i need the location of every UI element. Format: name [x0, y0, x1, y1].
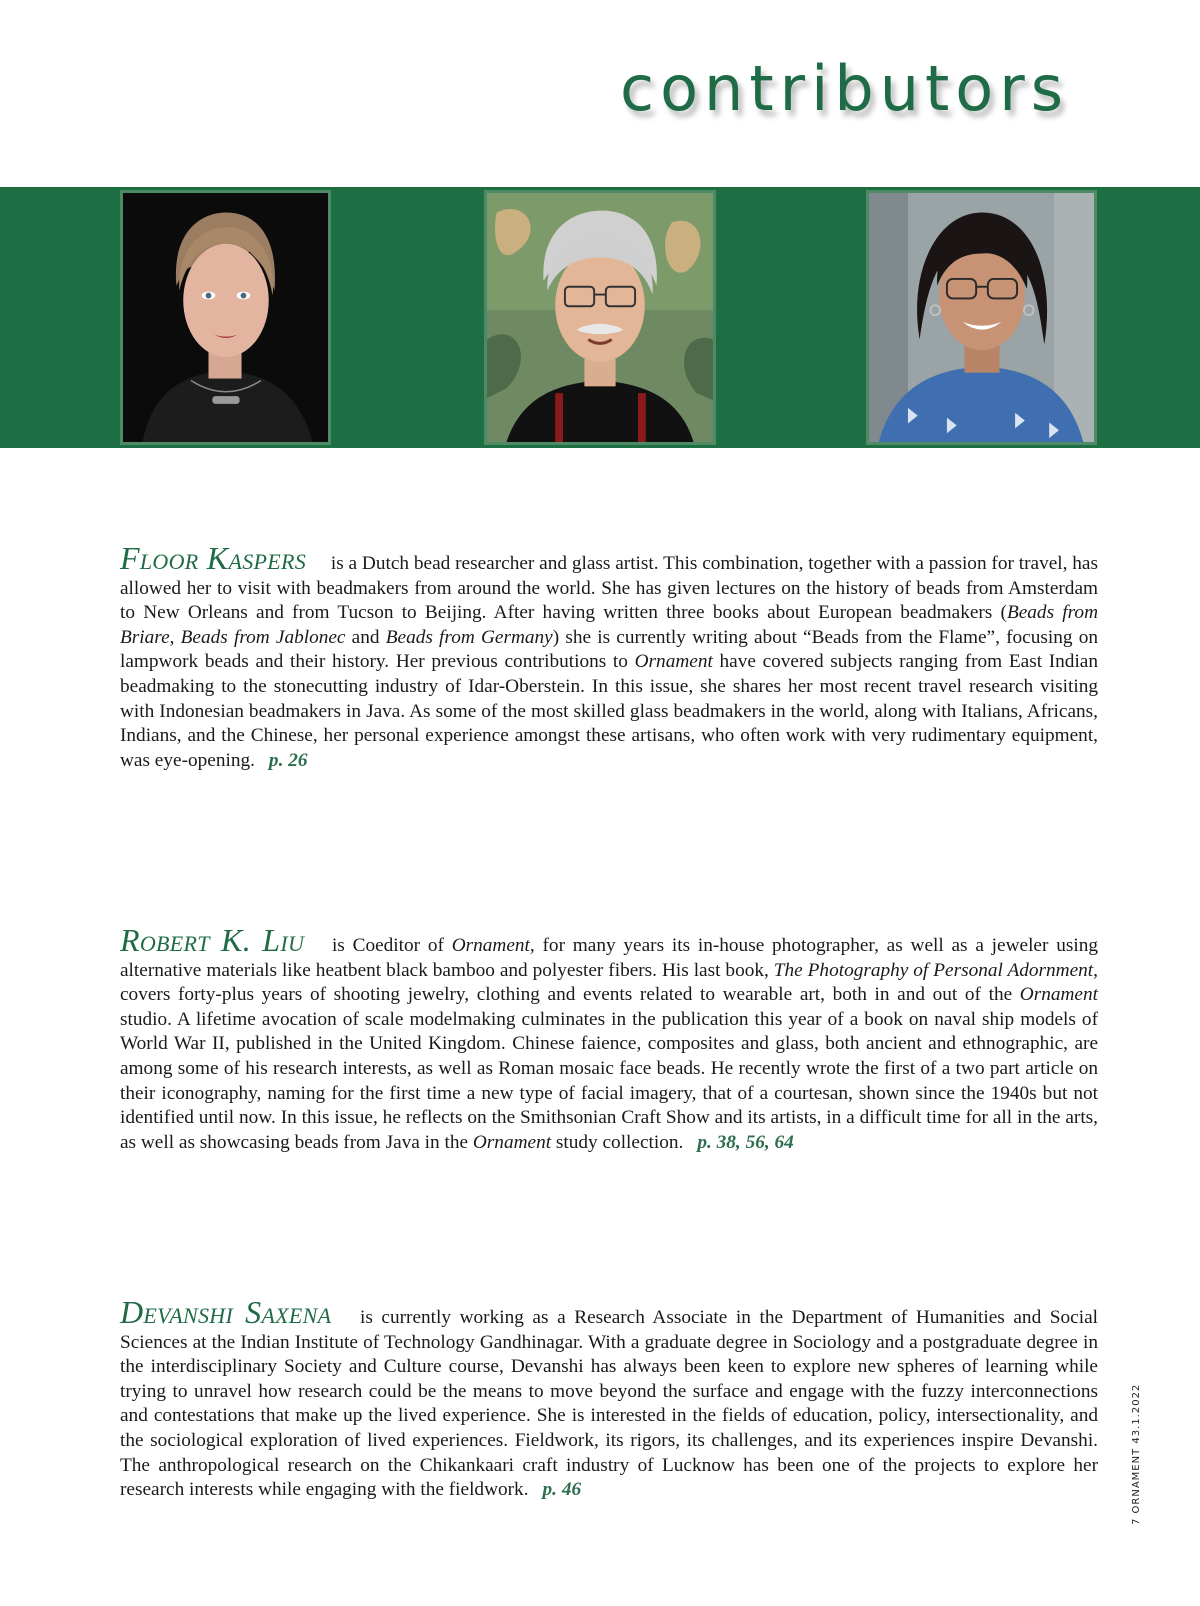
portrait-devanshi-saxena-image: [869, 193, 1094, 442]
contributor-name: Floor Kaspers: [120, 540, 307, 576]
contributor-name: Robert K. Liu: [120, 922, 305, 958]
bio-floor-kaspers: [120, 540, 1098, 773]
portrait-photo: [484, 190, 716, 445]
portrait-robert-k-liu-image: [487, 193, 713, 442]
portrait-photo: [120, 190, 331, 445]
bio-devanshi-saxena: [120, 1294, 1098, 1503]
bio-text: is Coeditor of: [324, 935, 452, 956]
book-title: The Photography of Personal Adornment: [773, 959, 1094, 981]
bio-text: studio. A lifetime avocation of scale modelmaking culminates in the publication this year of a book on naval ship models of World War II, published in the United Kingdom. Chinese faience, composites and glass, both ancient and ethnographic, are among some of his research interests, as well as Roman mosaic face beads. He recently wrote the first of a two part article on their iconography, naming for the first time a new type of facial imagery, that of a courtesan, shown since the 1940s but not identified until now. In this issue, he reflects on the Smithsonian Craft Show and its artists, in a difficult time for all in the arts, as well as showcasing beads from Java in the: [120, 1008, 1098, 1153]
book-title: Beads from Germany: [385, 626, 553, 648]
magazine-title: Ornament: [451, 935, 530, 956]
bio-robert-k-liu: [120, 922, 1098, 1155]
book-title: Beads from Jablonec: [180, 626, 346, 648]
bio-text: is currently working as a Research Associate in the Department of Humanities and Social Sciences at the Indian Institute of Technology Gandhinagar. With a graduate degree in Sociology and a postgraduate degree in the interdisciplinary Society and Culture course, Devanshi has always been keen to explore new spheres of learning while trying to unravel how research could be the means to move beyond the surface and engage with the fuzzy interconnections and contestations that make up the lived experience. She is interested in the fields of education, policy, intersectionality, and the sociological exploration of lived experiences. Fieldwork, its rigors, its challenges, and its experiences inspire Devanshi. The anthropological research on the Chikankaari craft industry of Lucknow has been one of the projects to explore her research interests while engaging with the fieldwork.: [120, 1307, 1098, 1501]
page-reference: p. 26: [268, 749, 308, 771]
bio-text: have covered subjects ranging from East Indian beadmaking to the stonecutting industry of Idar-Oberstein. In this issue, she shares her most recent travel research visiting with Indonesian beadmakers in Java. As some of the most skilled glass beadmakers in the world, along with Italians, Africans, Indians, and the Chinese, her personal experience amongst these artisans, who often work with very rudimentary equipment, was eye-opening.: [120, 651, 1098, 771]
page-reference: p. 46: [542, 1479, 582, 1501]
bio-text: is a Dutch bead researcher and glass artist. This combination, together with a passion for travel, has allowed her to visit with beadmakers from around the world. She has given lectures on the history of beads from Amsterdam to New Orleans and from Tucson to Beijing. After having written three books about European beadmakers (: [120, 553, 1098, 624]
bio-text: , covers forty-plus years of shooting jewelry, clothing and events related to wearable art, both in and out of the: [120, 959, 1098, 1006]
magazine-title: Ornament: [1019, 984, 1098, 1006]
book-title: Beads from Briare: [120, 602, 1098, 648]
page-title: contributors: [620, 52, 1070, 125]
magazine-title: Ornament: [472, 1131, 552, 1153]
bio-text: ) she is currently writing about “Beads from the Flame”, focusing on lampwork beads and their history. Her previous contributions to: [120, 626, 1098, 673]
magazine-title: Ornament: [634, 651, 713, 673]
bio-text: and: [345, 626, 386, 648]
bio-text: , for many years its in-house photographer, as well as a jeweler using alternative materials like heatbent black bamboo and polyester fibers. His last book,: [120, 935, 1098, 981]
page-reference: p. 38, 56, 64: [697, 1131, 794, 1153]
portrait-photo: [866, 190, 1097, 445]
portrait-floor-kaspers-image: [123, 193, 328, 442]
contributor-name: Devanshi Saxena: [120, 1294, 332, 1330]
bio-text: ,: [169, 626, 181, 648]
folio-page-number: 7 ORNAMENT 43.1.2022: [1131, 1383, 1142, 1525]
bio-text: study collection.: [551, 1131, 684, 1153]
